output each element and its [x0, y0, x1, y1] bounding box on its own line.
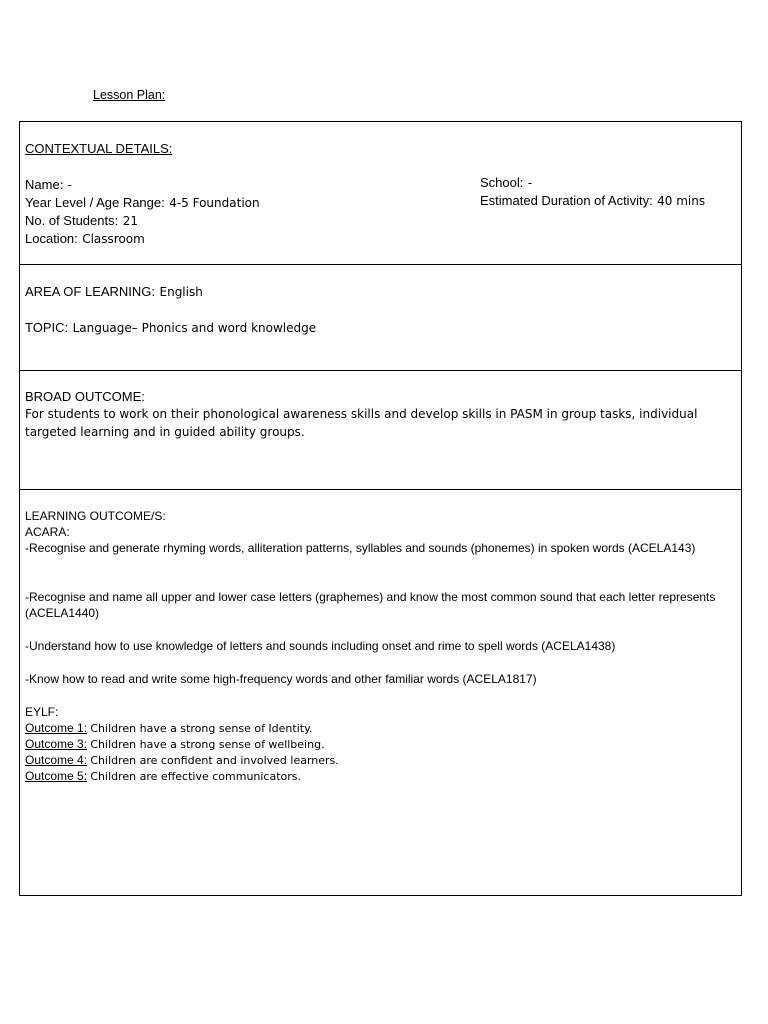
acara-item: -Know how to read and write some high-frequency words and other familiar words (ACELA1817) [25, 672, 537, 686]
topic-row [25, 319, 316, 337]
acara-item: -Understand how to use knowledge of letters and sounds including onset and rime to spell words (ACELA1438) [25, 639, 616, 653]
school-value: - [527, 175, 533, 190]
area-label: AREA OF LEARNING: [25, 284, 156, 299]
students-label: No. of Students: [25, 213, 119, 228]
eylf-outcome-text: Children have a strong sense of Identity. [90, 722, 313, 735]
duration-row [480, 192, 705, 210]
learning-outcomes-section [20, 490, 741, 895]
acara-heading: ACARA: [25, 525, 70, 539]
area-of-learning-section [20, 265, 741, 371]
location-row [25, 230, 145, 248]
acara-item: -Recognise and generate rhyming words, alliteration patterns, syllables and sounds (phonemes) in spoken words (ACELA143) [25, 541, 696, 555]
duration-value: 40 mins [657, 194, 706, 208]
learning-outcomes-heading: LEARNING OUTCOME/S: [25, 509, 166, 523]
eylf-outcome [25, 736, 325, 753]
location-label: Location: [25, 231, 78, 246]
topic-value: Language– Phonics and word knowledge [72, 321, 317, 335]
students-row [25, 212, 138, 230]
document-title: Lesson Plan: [93, 88, 166, 102]
broad-outcome-section [20, 371, 741, 490]
school-row [480, 174, 532, 192]
eylf-outcome-text: Children are confident and involved learners. [90, 754, 339, 767]
eylf-outcome [25, 720, 313, 737]
eylf-outcome-label: Outcome 5: [25, 769, 88, 783]
eylf-outcome [25, 768, 301, 785]
eylf-outcome-label: Outcome 1: [25, 721, 88, 735]
lesson-plan-table [19, 121, 742, 896]
name-row [25, 176, 72, 194]
topic-label: TOPIC: [25, 320, 69, 335]
school-label: School: [480, 175, 524, 190]
eylf-heading: EYLF: [25, 705, 59, 719]
eylf-outcome [25, 752, 339, 769]
duration-label: Estimated Duration of Activity: [480, 193, 653, 208]
year-level-row [25, 194, 260, 212]
acara-item: -Recognise and name all upper and lower case letters (graphemes) and know the most common sound that each letter represents (ACELA1440) [25, 590, 716, 620]
eylf-outcome-label: Outcome 3: [25, 737, 88, 751]
year-level-label: Year Level / Age Range: [25, 195, 165, 210]
contextual-details-heading: CONTEXTUAL DETAILS: [25, 141, 173, 156]
contextual-details-section [20, 122, 741, 265]
eylf-outcome-label: Outcome 4: [25, 753, 88, 767]
eylf-outcome-text: Children have a strong sense of wellbeing. [90, 738, 325, 751]
area-row [25, 283, 203, 301]
year-level-value: 4-5 Foundation [169, 196, 260, 210]
broad-outcome-text: For students to work on their phonological awareness skills and develop skills in PASM in group tasks, individual targeted learning and in guided ability groups. [25, 407, 698, 439]
area-value: English [159, 285, 203, 299]
name-value: : - [59, 178, 72, 192]
location-value: Classroom [82, 232, 145, 246]
broad-outcome-heading: BROAD OUTCOME: [25, 389, 145, 404]
name-label: Name [25, 177, 60, 192]
eylf-outcome-text: Children are effective communicators. [90, 770, 302, 783]
students-value: 21 [122, 214, 138, 228]
